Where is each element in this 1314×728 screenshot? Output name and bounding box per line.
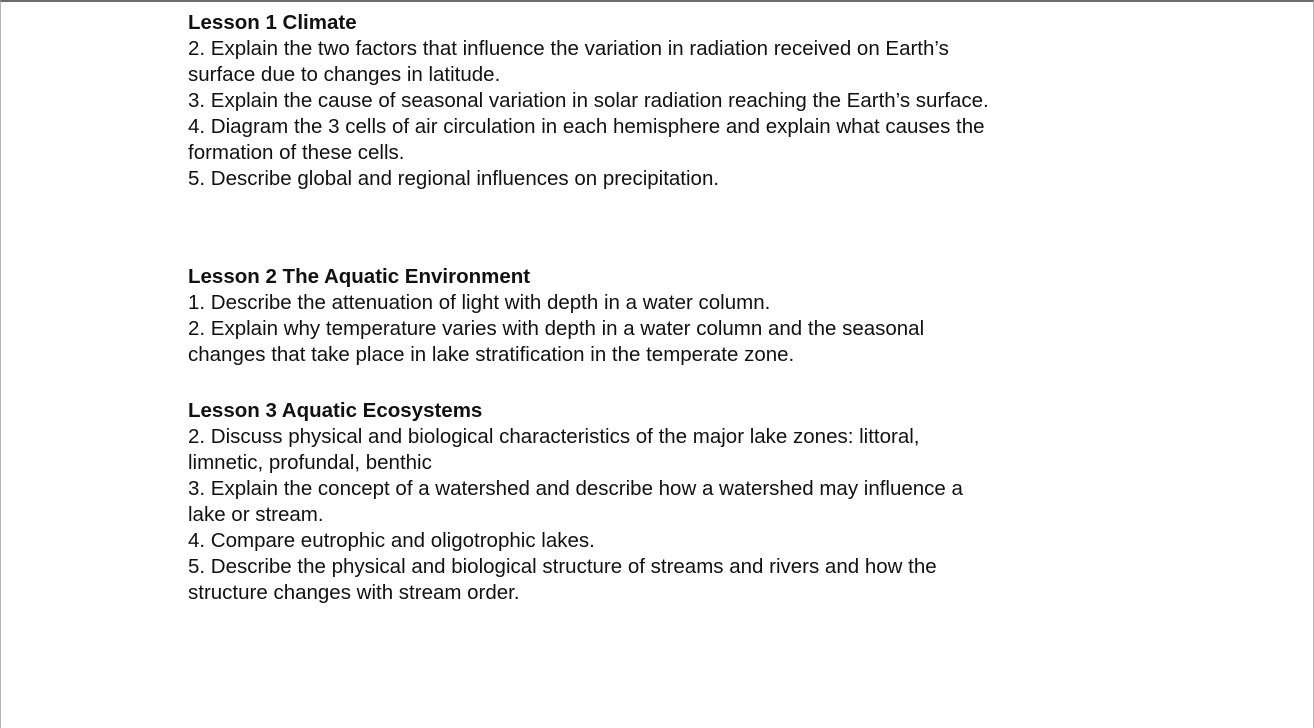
objective-line: 4. Compare eutrophic and oligotrophic lakes. bbox=[188, 529, 595, 552]
objective-line: surface due to changes in latitude. bbox=[188, 63, 501, 86]
objective-item bbox=[188, 88, 1148, 114]
objective-line: 5. Describe global and regional influences on precipitation. bbox=[188, 167, 720, 190]
objective-item bbox=[188, 316, 1148, 368]
objective-line: formation of these cells. bbox=[188, 141, 405, 164]
objective-item bbox=[188, 166, 1148, 192]
objective-line: 2. Explain why temperature varies with depth in a water column and the seasonal bbox=[188, 317, 925, 340]
lesson-objectives bbox=[188, 10, 1148, 606]
objective-line: 4. Diagram the 3 cells of air circulation in each hemisphere and explain what causes the bbox=[188, 115, 985, 138]
objective-line: changes that take place in lake stratification in the temperate zone. bbox=[188, 343, 795, 366]
objective-item bbox=[188, 114, 1148, 166]
objective-line: 3. Explain the cause of seasonal variation in solar radiation reaching the Earth’s surface. bbox=[188, 89, 989, 112]
objective-line: structure changes with stream order. bbox=[188, 581, 520, 604]
lesson-2-section bbox=[188, 264, 1148, 368]
objective-line: 3. Explain the concept of a watershed and describe how a watershed may influence a bbox=[188, 477, 963, 500]
lesson-1-section bbox=[188, 10, 1148, 192]
objective-line: limnetic, profundal, benthic bbox=[188, 451, 432, 474]
lesson-2-heading: Lesson 2 The Aquatic Environment bbox=[188, 265, 531, 288]
lesson-3-section bbox=[188, 398, 1148, 606]
objective-line: 5. Describe the physical and biological structure of streams and rivers and how the bbox=[188, 555, 937, 578]
objective-item bbox=[188, 476, 1148, 528]
objective-line: 2. Discuss physical and biological characteristics of the major lake zones: littoral, bbox=[188, 425, 920, 448]
objective-line: 1. Describe the attenuation of light with depth in a water column. bbox=[188, 291, 771, 314]
lesson-1-heading: Lesson 1 Climate bbox=[188, 11, 357, 34]
objective-item bbox=[188, 290, 1148, 316]
objective-item bbox=[188, 424, 1148, 476]
objective-line: 2. Explain the two factors that influence the variation in radiation received on Earth’s bbox=[188, 37, 949, 60]
lesson-3-heading: Lesson 3 Aquatic Ecosystems bbox=[188, 399, 483, 422]
objective-item bbox=[188, 36, 1148, 88]
objective-item bbox=[188, 554, 1148, 606]
objective-line: lake or stream. bbox=[188, 503, 324, 526]
objective-item bbox=[188, 528, 1148, 554]
